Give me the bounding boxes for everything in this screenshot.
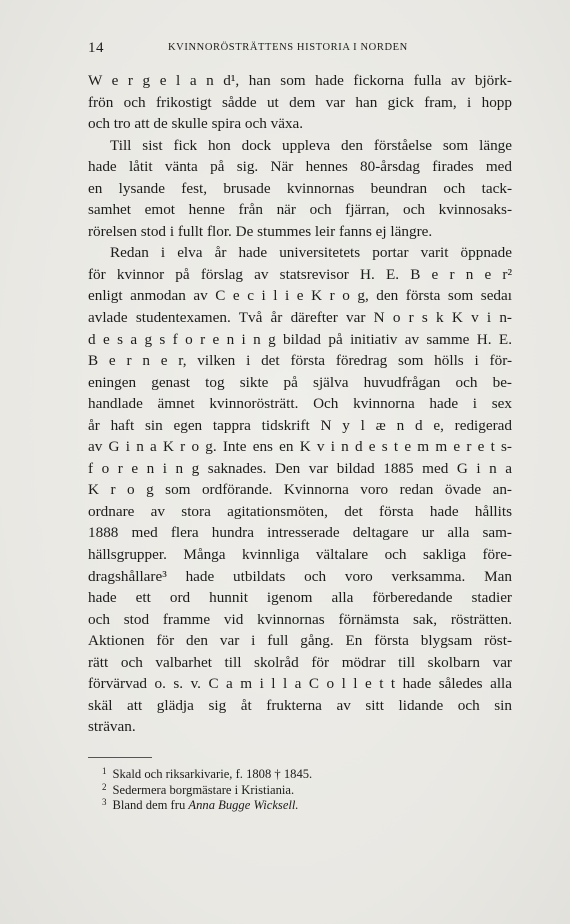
text-line: samhet emot henne från när och fjärran, och kvinnosaks- [88,201,512,219]
text-line: för kvinnor på förslag av statsrevisor H. E. B e r n e r² [88,265,512,283]
text-line: rätt och valbarhet till skolråd för mödrar till skolbarn var [88,653,512,671]
footnote-text: Bland dem fru [112,798,189,813]
footnote-number: 1 [102,766,107,776]
text-line: av G i n a K r o g. Inte ens en K v i n d e s t e m m e r e t s- [88,438,512,456]
text-line: år haft sin egen tappra tidskrift N y l æ n d e, redigerad [88,416,512,434]
footnotes [102,764,402,811]
text-line: f o r e n i n g saknades. Den var bildad 1885 med G i n a [88,459,512,477]
text-line: Aktionen för den var i full gång. En första blygsam röst- [88,632,512,650]
text-line: hade låtit vänta på sig. När hennes 80-årsdag firades med [88,158,512,176]
footnote-rule [88,757,152,758]
page-header [88,40,488,60]
text-line: ordnare av stora agitationsmöten, det första hade hållits [88,502,512,520]
footnote-italic-name: Anna Bugge Wicksell. [188,798,299,813]
text-line: och stod framme vid kvinnornas förnämsta sak, rösträtten. [88,610,512,628]
footnote-text: Skald och riksarkivarie, f. 1808 † 1845. [112,767,313,781]
footnote-3 [102,795,402,811]
text-line: en lysande fest, brusade kvinnornas beundran och tack- [88,179,512,197]
text-line: Redan i elva år hade universitetets portar varit öppnade [110,244,512,262]
running-title: KVINNORÖSTRÄTTENS HISTORIA I NORDEN [168,42,408,53]
text-line: d e s a g s f o r e n i n g bildad på initiativ av samme H. E. [88,330,512,348]
text-line: K r o g som ordförande. Kvinnorna voro redan övade an- [88,481,512,499]
page-number: 14 [88,40,104,56]
footnote-2 [102,780,402,796]
text-line: 1888 med flera hundra intresserade deltagare ur alla sam- [88,524,512,542]
text-line: enligt anmodan av C e c i l i e K r o g, den första som sedaı [88,287,512,305]
footnote-number: 2 [102,781,107,792]
text-line: avlade studentexamen. Två år därefter var N o r s k K v i n- [88,309,512,327]
text-line: dragshållare³ hade utbildats och voro verksamma. Man [88,567,512,585]
text-line: strävan. [88,718,136,736]
text-line: frön och frikostigt sådde ut dem var han gick fram, i hopp [88,93,512,111]
text-line: rörelsen stod i fullt flor. De stummes leir fanns ej längre. [88,222,433,240]
text-line: eningen genast tog sikte på själva huvudfrågan och be- [88,373,512,391]
text-line: Till sist fick hon dock uppleva den förståelse som länge [110,136,512,154]
text-line: och tro att de skulle spira och växa. [88,115,304,133]
footnote-1 [102,764,402,780]
text-line: förvärvad o. s. v. C a m i l l a C o l l e t t hade således alla [88,675,512,693]
text-line: W e r g e l a n d¹, han som hade fickorna fulla av björk- [88,72,512,89]
text-line: hade ett ord hunnit igenom alla förberedande stadier [88,589,512,607]
text-line: B e r n e r, vilken i det första föredrag som hölls i för- [88,352,512,370]
body-text [88,70,512,738]
footnote-text: Sedermera borgmästare i Kristiania. [112,782,295,797]
text-line: hällsgrupper. Många kvinnliga vältalare och sakliga före- [88,546,512,564]
footnote-number: 3 [102,797,107,808]
text-line: skäl att glädja sig åt frukterna av sitt lidande och sin [88,696,512,714]
text-line: handlade ämnet kvinnorösträtt. Och kvinnorna hade i sex [88,395,512,413]
